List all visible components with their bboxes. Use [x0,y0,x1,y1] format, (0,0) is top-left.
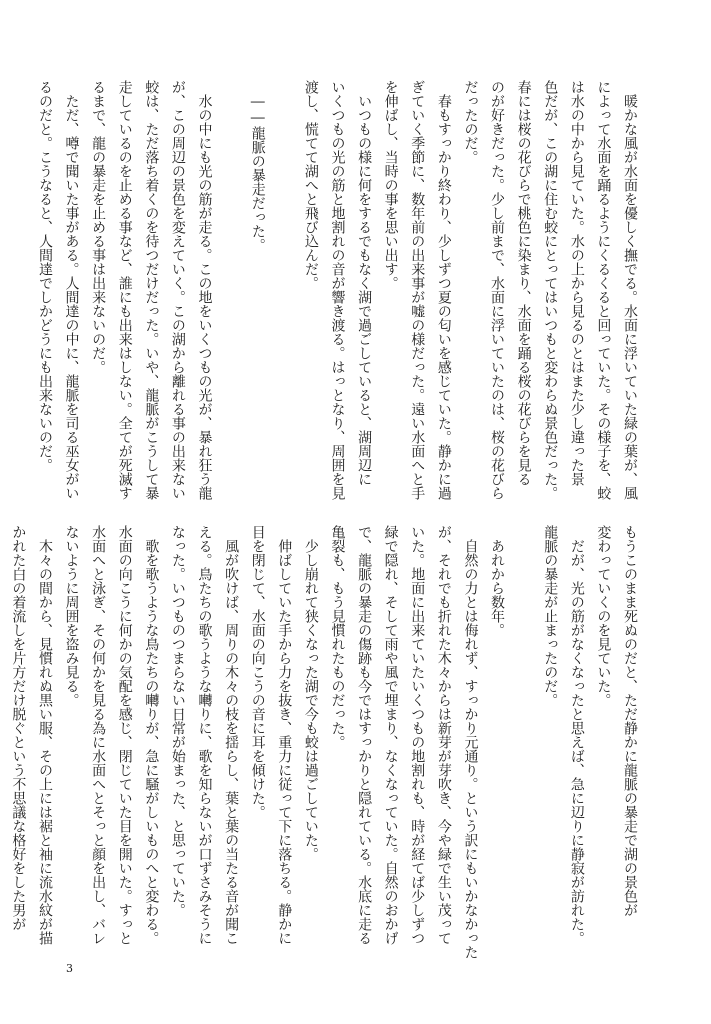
text-line: 目を閉じて、水面の向こうの音に耳を傾けた。 [249,525,266,819]
text-line: ぎていく季節に、数年前の出来事が嘘の様だった。遠い水面へと手 [409,80,426,500]
text-line: によって水面を踊るようにくるくると回っていた。その様子を、蛟 [595,80,612,500]
text-line: あれから数年。 [489,525,506,637]
text-block-top [31,80,643,500]
text-line: ――龍脈の暴走だった。 [249,80,266,252]
text-line: 龍脈の暴走が止まったのだ。 [542,525,559,707]
text-line: 水面の向こうに何かの気配を感じ、閉じていた目を開いた。すっと [116,525,133,945]
text-line: ないように周囲を盗み見る。 [63,525,80,707]
text-block-bottom [5,525,643,959]
text-line [218,80,245,500]
text-line: が、この周辺の景色を変えていく。この湖から離れる事の出来ない [169,80,186,500]
text-line: なった。いつものつまらない日常が始まった、と思っていた。 [169,525,186,917]
text-line: える。鳥たちの歌うような囀りに、歌を知らないが口ずさみそうに [196,525,213,945]
text-line: 水の中にも光の筋が走る。この地をいくつもの光が、暴れ狂う龍 [196,80,213,500]
text-line: かれた白の着流しを片方だけ脱ぐという不思議な格好をした男が [10,525,27,931]
text-line: 木々の間から、見慣れぬ黒い服、その上には裾と袖に流水紋が描 [36,525,53,945]
text-line: は水の中から見ていた。水の上から見るのとはまた少し違った景 [568,80,585,486]
text-line: 暖かな風が水面を優しく撫でる。水面に浮いていた緑の葉が、風 [622,80,638,500]
text-line: 春には桜の花びらで桃色に染まり、水面を踊る桜の花びらを見る [515,80,532,486]
text-line: 自然の力とは侮れず、すっかり元通り。という訳にもいかなかった [462,525,479,959]
text-line: 走しているのを止める事など、誰にも出来はしない。全てが死滅す [116,80,133,500]
text-line: るまで、龍の暴走を止める事は出来ないのだ。 [90,80,107,374]
text-line [510,525,537,945]
page-number: 3 [66,962,73,975]
text-line: 少し崩れて狭くなった湖で今も蛟は過ごしていた。 [302,525,319,861]
text-line: 亀裂も、もう見慣れたものだった。 [329,525,346,749]
text-line: だが、光の筋がなくなったと思えば、急に辺りに静寂が訪れた。 [568,525,585,945]
text-line: もうこのまま死ぬのだと、ただ静かに龍脈の暴走で湖の景色が [622,525,638,917]
text-line: 変わっていくのを見ていた。 [595,525,612,707]
text-line: いた。地面に出来ていたいくつもの地割れも、時が経てば少しずつ [409,525,426,945]
text-line: 歌を歌うような鳥たちの囀りが、急に騒がしいものへと変わる。 [143,525,160,945]
text-line: で、龍脈の暴走の傷跡も今ではすっかりと隠れている。水底に走る [356,525,373,945]
text-line: が、それでも折れた木々からは新芽が芽吹き、今や緑で生い茂って [435,525,452,945]
text-line: ただ、噂で聞いた事がある。人間達の中に、龍脈を司る巫女がい [63,80,80,500]
text-line: いくつもの光の筋と地割れの音が響き渡る。はっとなり、周囲を見 [329,80,346,500]
text-line: 水面へと泳ぎ、その何かを見る為に水面へとそっと顔を出し、バレ [90,525,107,945]
text-line: るのだと。こうなると、人間達でしかどうにも出来ないのだ。 [36,80,53,472]
text-line: 渡し、慌てて湖へと飛び込んだ。 [302,80,319,290]
text-line: 色だが、この湖に住む蛟にとってはいつもと変わらぬ景色だった。 [542,80,559,500]
text-line: 緑で隠れ、そして雨や風で埋まり、なくなっていた。自然のおかげ [382,525,399,945]
text-line: いつもの様に何をするでもなく湖で過ごしていると、湖周辺に [356,80,373,486]
text-line: のが好きだった。少し前まで、水面に浮いていたのは、桜の花びら [489,80,506,500]
text-line: 蛟は、ただ落ち着くのを待つだけだった。いや、龍脈がこうして暴 [143,80,160,500]
text-line: 春もすっかり終わり、少しずつ夏の匂いを感じていた。静かに過 [435,80,452,500]
text-line: を伸ばし、当時の事を思い出す。 [382,80,399,290]
text-line: 風が吹けば、周りの木々の枝を揺らし、葉と葉の当たる音が聞こ [223,525,240,945]
text-line: 伸ばしていた手から力を抜き、重力に従って下に落ちる。静かに [276,525,293,945]
text-line: だったのだ。 [462,80,479,164]
text-line [271,80,298,500]
